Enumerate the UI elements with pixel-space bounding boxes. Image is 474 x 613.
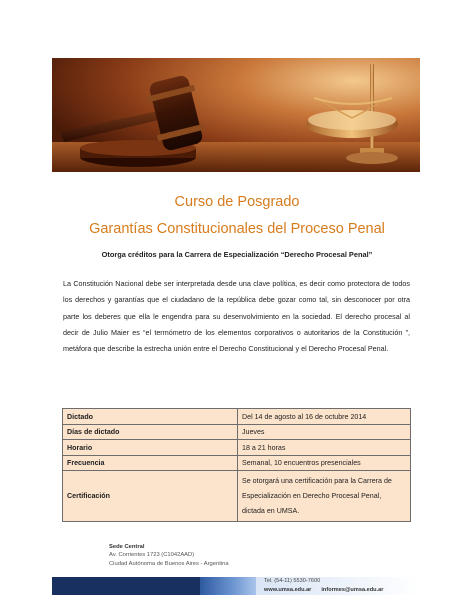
certificacion-line: Especialización en Derecho Procesal Penal, <box>242 491 382 500</box>
row-label-frecuencia: Frecuencia <box>63 456 238 471</box>
row-value-frecuencia: Semanal, 10 encuentros presenciales <box>238 456 411 471</box>
certificacion-line: dictada en UMSA. <box>242 506 300 515</box>
phone-text: Tel. (54-11) 5530-7600 <box>264 578 321 584</box>
row-label-horario: Horario <box>63 440 238 456</box>
table-row <box>63 456 411 471</box>
table-row <box>63 440 411 456</box>
row-value-dias: Jueves <box>238 425 411 440</box>
address-line: Av. Corrientes 1723 (C1042AAD) <box>109 552 195 559</box>
row-value-horario: 18 a 21 horas <box>238 440 411 456</box>
hq-title: Sede Central <box>109 544 145 550</box>
course-type-title: Curso de Posgrado <box>174 194 300 210</box>
table-row <box>63 471 411 522</box>
table-row <box>63 425 411 440</box>
city-line: Ciudad Autónoma de Buenos Aires - Argentina <box>109 560 229 567</box>
row-value-certificacion <box>238 471 411 522</box>
footer-bar-blue-band <box>200 577 256 595</box>
gavel-scales-illustration <box>52 58 420 172</box>
website-link[interactable]: www.umsa.edu.ar <box>264 586 312 593</box>
footer-bar-navy <box>52 577 200 595</box>
contact-line <box>264 586 424 595</box>
table-row <box>63 409 411 425</box>
footer-contact <box>264 577 424 594</box>
footer-address <box>109 543 229 568</box>
certificacion-line: Se otorgará una certificación para la Carrera de <box>242 476 392 485</box>
row-label-dictado: Dictado <box>63 409 238 425</box>
row-label-certificacion: Certificación <box>63 471 238 522</box>
intro-paragraph: La Constitución Nacional debe ser interpretada desde una clave política, es decir como protectora de todos los derechos y garantías que el ciudadano de la república debe gozar como tal, sin desconocer por otra parte los deberes que ella le engendra para su desenvolvimiento en la sociedad. El derecho procesal al decir de Julio Maier es “el termómetro de los elementos corporativos o autoritarios de la Constitución ”, metáfora que describe la estrecha unión entre el Derecho Constitucional y el Derecho Procesal Penal. <box>63 279 410 354</box>
row-label-dias: Días de dictado <box>63 425 238 440</box>
credits-note: Otorga créditos para la Carrera de Especialización “Derecho Procesal Penal” <box>101 250 373 259</box>
course-info-table <box>62 408 411 522</box>
hero-image-gavel-scales <box>52 58 420 172</box>
email-link[interactable]: informes@umsa.edu.ar <box>321 586 384 593</box>
row-value-dictado: Del 14 de agosto al 16 de octubre 2014 <box>238 409 411 425</box>
course-name-title: Garantías Constitucionales del Proceso Penal <box>89 221 385 237</box>
